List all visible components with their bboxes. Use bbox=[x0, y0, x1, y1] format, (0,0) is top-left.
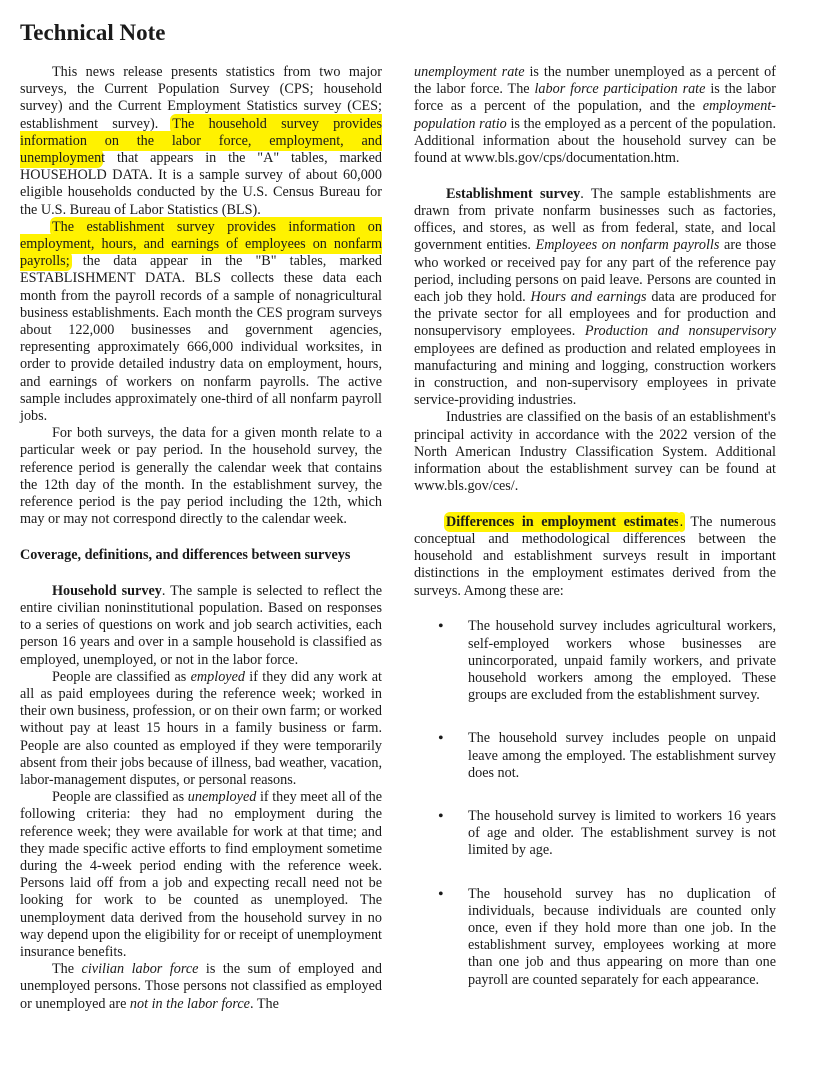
term: labor force participation rate bbox=[534, 81, 706, 98]
list-item: • The household survey is limited to workers 16 years of age and older. The establishment survey is not limited by age. bbox=[414, 808, 776, 860]
highlighted-heading: Differences in employment estimates bbox=[446, 513, 680, 530]
differences-paragraph bbox=[414, 514, 776, 600]
text-run: . The sample is selected to reflect the entire civilian noninstitutional population. Based on responses to a series of questions on work and job search activities, each person 16 years and over in a sample household is classified as employed, unemployed, or not in the labor force. bbox=[20, 582, 382, 668]
text-run: if they did any work at all as paid employees during the reference week; worked in their own business, profession, or on their own farm; or worked without pay at least 15 hours in a family business or farm. People are also counted as employed if they were temporarily absent from their jobs because of illness, bad weather, vacation, labor-management disputes, or personal reasons. bbox=[20, 668, 382, 788]
term: Hours and earnings bbox=[530, 288, 647, 305]
rates-paragraph bbox=[414, 64, 776, 167]
text-run: People are classified as bbox=[52, 668, 191, 685]
right-column bbox=[414, 64, 776, 1015]
section-heading: Coverage, definitions, and differences between surveys bbox=[20, 546, 351, 563]
left-column bbox=[20, 64, 382, 1013]
term: Production and nonsupervisory bbox=[584, 323, 776, 340]
list-item: • The household survey includes people on unpaid leave among the employed. The establishment survey does not. bbox=[414, 730, 776, 782]
term: civilian labor force bbox=[81, 961, 199, 978]
text-run: People are classified as bbox=[52, 789, 188, 806]
text-run: . The sample establishments are drawn from private nonfarm businesses such as factories, offices, and stores, as well as from federal, state, and local government entities. bbox=[414, 185, 776, 254]
term: unemployed bbox=[187, 789, 257, 806]
term: not in the labor force bbox=[129, 995, 250, 1012]
text-run: The bbox=[52, 961, 82, 978]
page-title: Technical Note bbox=[20, 20, 166, 45]
establishment-survey-paragraph bbox=[414, 186, 776, 410]
employed-definition-paragraph bbox=[20, 669, 382, 789]
list-item: • The household survey has no duplication of individuals, because individuals are counted only once, even if they hold more than one job. In the establishment survey, employees working at more than one job and thus appearing on more than one payroll are counted separately for each appearance. bbox=[414, 886, 776, 989]
highlighted-text: The household survey provides information on the labor force, employment, and unemploymen bbox=[20, 115, 382, 167]
labor-force-paragraph bbox=[20, 961, 382, 1013]
text-run: is the sum of employed and unemployed persons. Those persons not classified as employed or unemployed are bbox=[20, 961, 383, 1012]
text-run: data are produced for the private sector for all employees and for production and nonsupervisory employees. bbox=[414, 288, 777, 340]
reference-period-paragraph: For both surveys, the data for a given month relate to a particular week or pay period. In the household survey, the reference period is generally the calendar week that contains the 12th day of the month. In the establishment survey, the reference period is the pay period including the 12th, which may or may not correspond directly to the calendar week. bbox=[20, 425, 382, 528]
text-run: This news release presents statistics from two major surveys, the Current Population Survey (CPS; household survey) and the Current Employment Statistics survey (CES; establishment survey). bbox=[20, 64, 382, 132]
differences-list bbox=[414, 618, 776, 988]
industry-classification-paragraph: Industries are classified on the basis of an establishment's principal activity in accordance with the 2022 version of the North American Industry Classification System. Additional information about the establishment survey can be found at www.bls.gov/ces/. bbox=[414, 409, 776, 495]
text-run: is the employed as a percent of the population. Additional information about the household survey can be found at www.bls.gov/cps/documentation.htm. bbox=[414, 115, 776, 167]
run-in-heading: Establishment survey bbox=[446, 185, 581, 202]
establishment-intro-paragraph bbox=[20, 219, 382, 425]
unemployed-definition-paragraph bbox=[20, 789, 382, 961]
text-run: if they meet all of the following criteria: they had no employment during the reference week; they were available for work at that time; and they made specific active efforts to find employment sometime during the 4-week period ending with the reference week. Persons laid off from a job and expecting recall need not be looking for work to be counted as unemployed. The unemployment data derived from the household survey in no way depend upon the eligibility for or receipt of unemployment insurance benefits. bbox=[20, 789, 383, 960]
text-run: is the labor force as a percent of the population, and the bbox=[414, 81, 777, 115]
term: employment-population ratio bbox=[414, 98, 776, 132]
text-run: t that appears in the "A" tables, marked HOUSEHOLD DATA. It is a sample survey of about 60,000 eligible households conducted by the U.S. Census Bureau for the U.S. Bureau of Labor Statistics (BLS). bbox=[20, 150, 382, 218]
text-run: are those who worked or received pay for any part of the reference pay period, including persons on paid leave. Persons are counted in each job they hold. bbox=[414, 237, 776, 305]
text-run: The numerous conceptual and methodological differences between the household and establishment surveys result in important distinctions in the employment estimates derived from the surveys. Among these are: bbox=[414, 513, 776, 599]
list-item: • The household survey includes agricultural workers, self-employed workers whose businesses are unincorporated, unpaid family workers, and private household workers among the employed. These groups are excluded from the establishment survey. bbox=[414, 618, 776, 704]
text-run: employees are defined as production and related employees in manufacturing and mining and logging, construction workers in construction, and non-supervisory employees in private service-providing industries. bbox=[414, 340, 776, 409]
household-survey-paragraph bbox=[20, 583, 382, 669]
intro-paragraph bbox=[20, 64, 382, 219]
text-run: is the number unemployed as a percent of the labor force. The bbox=[414, 64, 776, 98]
run-in-heading: Household survey bbox=[52, 582, 162, 599]
term: Employees on nonfarm payrolls bbox=[535, 237, 720, 254]
term: employed bbox=[190, 668, 245, 685]
text-run: the data appear in the "B" tables, marked ESTABLISHMENT DATA. BLS collects these data each month from the payroll records of a sample of nonagricultural business establishments. Each month the CES program surveys about 122,000 businesses and government agencies, representing approximately 666,000 individual worksites, in order to provide detailed industry data on employment, hours, and earnings of workers on nonfarm payrolls. The active sample includes approximately one-third of all nonfarm payroll jobs. bbox=[20, 253, 382, 425]
term: unemployment rate bbox=[414, 64, 525, 80]
text-run: . The bbox=[249, 995, 279, 1012]
highlighted-period: . bbox=[679, 513, 684, 530]
highlighted-text: The establishment survey provides information on employment, hours, and earnings of employees on nonfarm payrolls; bbox=[20, 218, 382, 270]
